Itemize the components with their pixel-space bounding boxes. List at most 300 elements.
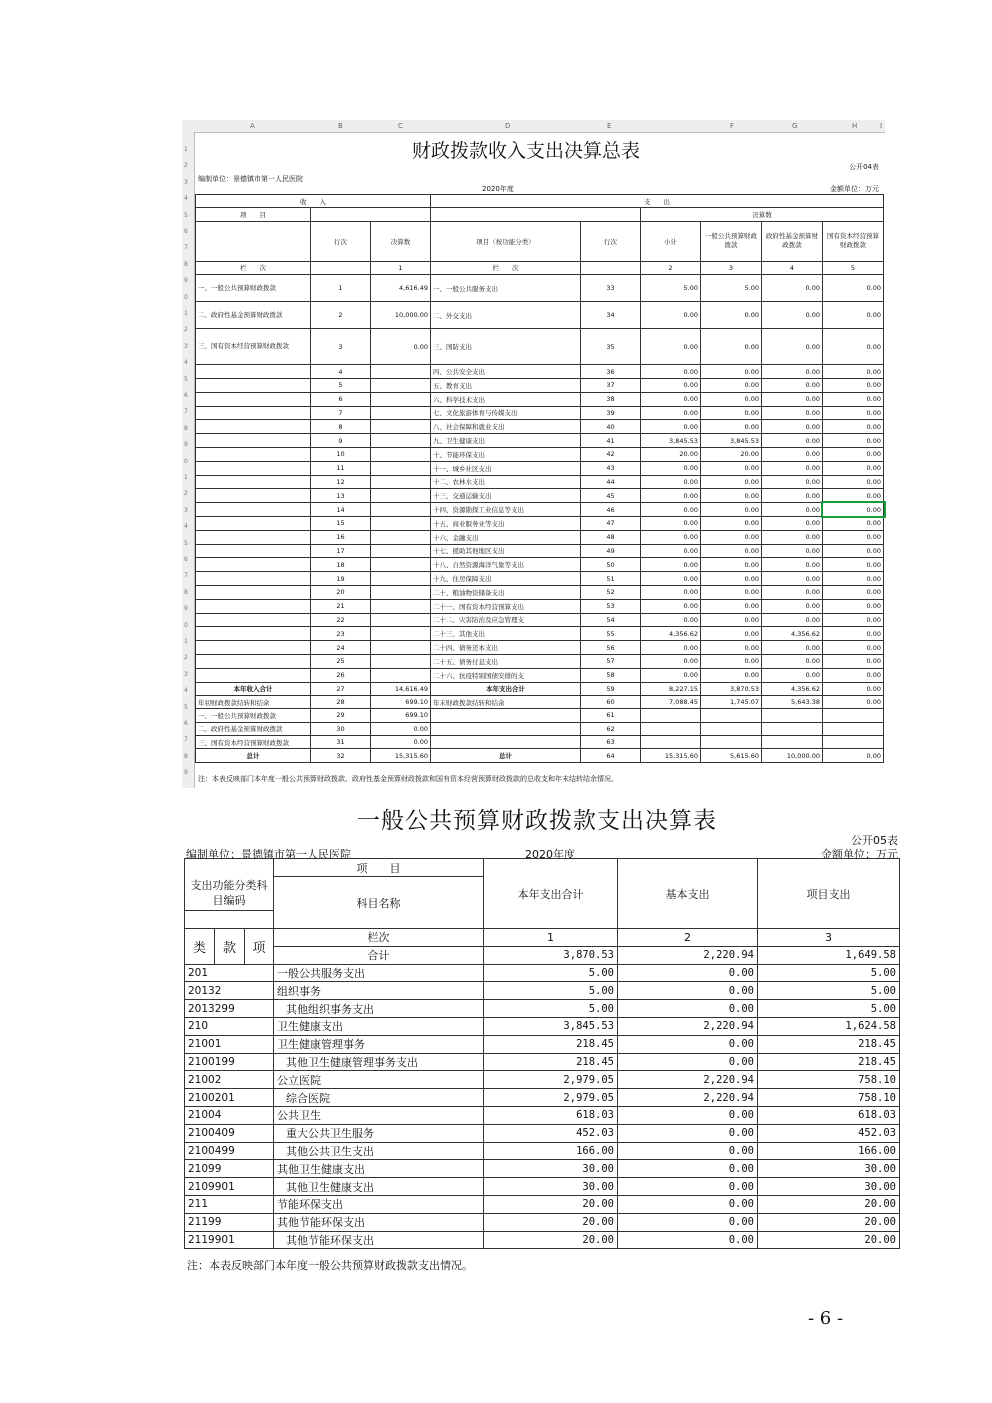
table-cell: 十八、自然资源海洋气象等支出 <box>431 558 581 572</box>
table-cell: 37 <box>581 378 641 392</box>
row-number: 4 <box>184 523 188 531</box>
table-cell: 0.00 <box>823 530 884 544</box>
table-cell <box>196 572 311 586</box>
table-cell: 0.00 <box>762 558 823 572</box>
table-cell: 22 <box>311 613 371 627</box>
column-letter: F <box>730 122 735 130</box>
table-cell <box>823 736 884 749</box>
table-cell: 0.00 <box>823 585 884 599</box>
table-cell: 0.00 <box>641 544 701 558</box>
table-cell <box>371 558 431 572</box>
table-cell: 61 <box>581 709 641 722</box>
row-number: 5 <box>184 211 188 219</box>
table-cell: 2,979.05 <box>484 1071 618 1089</box>
table-cell: 0.00 <box>641 503 701 517</box>
column-letter: G <box>792 122 798 130</box>
table-cell: 0.00 <box>823 599 884 613</box>
table-cell: 55 <box>581 627 641 641</box>
table-cell: 0.00 <box>701 503 762 517</box>
table-cell: 30.00 <box>758 1178 900 1196</box>
table-cell: 54 <box>581 613 641 627</box>
table-cell: 小计 <box>641 221 701 261</box>
table-cell: 8 <box>311 420 371 434</box>
table-cell <box>641 709 701 722</box>
table-cell: 0.00 <box>762 329 823 365</box>
table-cell: 0.00 <box>641 461 701 475</box>
table-cell: 其他卫生健康管理事务支出 <box>274 1053 484 1071</box>
table-cell <box>762 722 823 735</box>
row-number: 3 <box>184 178 188 186</box>
row-number: 1 <box>184 146 188 153</box>
table-cell: 1 <box>371 261 431 274</box>
table-cell <box>196 378 311 392</box>
table-cell: 2100499 <box>185 1142 274 1160</box>
table-cell: 59 <box>581 682 641 695</box>
table-cell <box>641 722 701 735</box>
table-cell: 210 <box>185 1017 274 1035</box>
table-row <box>196 695 884 708</box>
table-cell: 二十一、国有资本经营预算支出 <box>431 599 581 613</box>
table-cell: 49 <box>581 544 641 558</box>
table-cell: 42 <box>581 447 641 461</box>
table-cell: 5.00 <box>484 1000 618 1018</box>
table-cell: 十、节能环保支出 <box>431 447 581 461</box>
table-row <box>185 982 900 1000</box>
table-cell: 20.00 <box>484 1231 618 1249</box>
page-number: - 6 - <box>808 1308 844 1329</box>
table-cell: 其他卫生健康支出 <box>274 1178 484 1196</box>
table-row <box>196 516 884 530</box>
table-row <box>196 406 884 420</box>
table-cell: 5,615.60 <box>701 749 762 762</box>
table-cell: 0.00 <box>823 641 884 655</box>
table-cell: 0.00 <box>762 365 823 379</box>
table-cell <box>371 585 431 599</box>
table-cell: 政府性基金预算财政拨款 <box>762 221 823 261</box>
table-cell: 0.00 <box>641 599 701 613</box>
table-cell: 十七、援助其他地区支出 <box>431 544 581 558</box>
sheet2-year: 2020年度 <box>525 848 575 861</box>
table-cell: 卫生健康支出 <box>274 1017 484 1035</box>
table-cell <box>371 447 431 461</box>
table-cell <box>196 420 311 434</box>
table-cell: 一般公共预算财政拨款 <box>701 221 762 261</box>
table-cell <box>823 722 884 735</box>
table-cell: 17 <box>311 544 371 558</box>
table-cell: 0.00 <box>641 613 701 627</box>
table-cell: 0.00 <box>762 489 823 503</box>
table-cell: 0.00 <box>701 420 762 434</box>
table-cell: 八、社会保障和就业支出 <box>431 420 581 434</box>
sheet1-amount-unit: 金额单位：万元 <box>830 185 879 193</box>
table-cell: 32 <box>311 749 371 762</box>
table-cell: 4,356.62 <box>762 682 823 695</box>
table-cell: 1 <box>311 275 371 302</box>
table-row <box>196 365 884 379</box>
table-cell: 41 <box>581 434 641 448</box>
table-cell: 3 <box>701 261 762 274</box>
table-cell: 0.00 <box>618 1106 758 1124</box>
table-cell <box>371 668 431 682</box>
header-row <box>185 929 900 947</box>
table-cell <box>196 558 311 572</box>
table-row <box>196 558 884 572</box>
table-cell: 四、公共安全支出 <box>431 365 581 379</box>
table-cell: 0.00 <box>618 1124 758 1142</box>
table-cell: 0.00 <box>823 475 884 489</box>
table-cell: 0.00 <box>762 585 823 599</box>
table-cell <box>196 475 311 489</box>
table-cell: 19 <box>311 572 371 586</box>
table-cell <box>581 261 641 274</box>
table-row <box>196 572 884 586</box>
table-cell: 0.00 <box>762 461 823 475</box>
table-cell: 0.00 <box>641 302 701 329</box>
table-cell: 0.00 <box>762 392 823 406</box>
table-cell: 本年支出合计 <box>484 859 618 929</box>
table-cell: 14,616.49 <box>371 682 431 695</box>
table-cell <box>185 859 274 877</box>
table-cell: 六、科学技术支出 <box>431 392 581 406</box>
table-cell: 5,643.38 <box>762 695 823 708</box>
table-cell: 63 <box>581 736 641 749</box>
table-row <box>185 1089 900 1107</box>
table-row <box>196 530 884 544</box>
table-row <box>185 1124 900 1142</box>
table-row <box>185 964 900 982</box>
table-cell: 项目（按功能分类） <box>431 221 581 261</box>
table-cell <box>371 654 431 668</box>
table-cell: 0.00 <box>701 654 762 668</box>
table-cell: 48 <box>581 530 641 544</box>
table-cell: 三、国有资本经营预算财政拨款 <box>196 736 311 749</box>
table-cell: 7,088.45 <box>641 695 701 708</box>
table-cell: 3 <box>311 329 371 365</box>
row-number: 3 <box>184 506 188 514</box>
table-row <box>185 1106 900 1124</box>
table-cell: 5.00 <box>758 1000 900 1018</box>
table-cell <box>371 627 431 641</box>
table-cell: 0.00 <box>762 434 823 448</box>
table-cell: 0.00 <box>701 530 762 544</box>
table-cell: 21004 <box>185 1106 274 1124</box>
table-cell: 卫生健康管理事务 <box>274 1035 484 1053</box>
table-row <box>196 434 884 448</box>
table-cell <box>371 365 431 379</box>
table-cell: 年末财政拨款结转和结余 <box>431 695 581 708</box>
table-cell: 0.00 <box>618 1035 758 1053</box>
table-cell: 0.00 <box>823 378 884 392</box>
table-cell: 合计 <box>274 946 484 964</box>
table-cell: 项 目 <box>274 859 484 877</box>
table-cell <box>371 641 431 655</box>
row-number: 5 <box>184 375 188 383</box>
table-cell: 25 <box>311 654 371 668</box>
table-cell: 0.00 <box>641 475 701 489</box>
table-cell: 0.00 <box>762 613 823 627</box>
table-cell: 0.00 <box>823 489 884 503</box>
table-row <box>196 709 884 722</box>
row-number: 6 <box>184 720 188 727</box>
table-cell <box>196 434 311 448</box>
table-row <box>196 302 884 329</box>
table-row <box>196 275 884 302</box>
table-cell: 0.00 <box>701 378 762 392</box>
table-cell: 0.00 <box>823 406 884 420</box>
table-cell: 3,845.53 <box>641 434 701 448</box>
table-cell: 0.00 <box>618 1053 758 1071</box>
table-row <box>196 599 884 613</box>
sheet1-title: 财政拨款收入支出决算总表 <box>412 140 641 162</box>
table-cell: 0.00 <box>823 654 884 668</box>
table-cell: 0.00 <box>618 964 758 982</box>
table-cell <box>311 261 371 274</box>
table-cell: 699.10 <box>371 709 431 722</box>
table-cell: 0.00 <box>762 447 823 461</box>
table-row <box>185 1195 900 1213</box>
table-cell: 0.00 <box>618 1231 758 1249</box>
table-cell: 5.00 <box>758 982 900 1000</box>
table-cell: 0.00 <box>701 668 762 682</box>
table-cell <box>196 668 311 682</box>
table-cell <box>196 613 311 627</box>
table-row <box>196 641 884 655</box>
table-cell: 二、政府性基金预算财政拨款 <box>196 302 311 329</box>
table-cell: 支 出 <box>431 195 884 208</box>
column-letter: D <box>505 122 511 130</box>
table-cell: 58 <box>581 668 641 682</box>
table-cell: 4 <box>311 365 371 379</box>
table-cell: 十九、住房保障支出 <box>431 572 581 586</box>
sheet2-unit-label: 编制单位：景德镇市第一人民医院 <box>186 848 351 861</box>
table-cell: 20.00 <box>484 1195 618 1213</box>
table-cell: 31 <box>311 736 371 749</box>
table-cell <box>371 420 431 434</box>
table-cell: 3,845.53 <box>484 1017 618 1035</box>
table-cell: 0.00 <box>823 365 884 379</box>
table-cell: 七、文化旅游体育与传媒支出 <box>431 406 581 420</box>
row-number: 6 <box>184 228 188 235</box>
table-cell: 0.00 <box>641 516 701 530</box>
table-cell: 452.03 <box>758 1124 900 1142</box>
table-row <box>196 392 884 406</box>
table-cell: 基本支出 <box>618 859 758 929</box>
row-number: 9 <box>184 441 188 449</box>
table-cell: 0.00 <box>823 503 884 517</box>
row-number: 2 <box>184 490 188 498</box>
table-cell: 0.00 <box>823 302 884 329</box>
header-row <box>196 195 884 208</box>
table-cell: 决算数 <box>641 208 884 221</box>
table-cell: 15,315.60 <box>641 749 701 762</box>
table-cell: 0.00 <box>641 420 701 434</box>
table-cell: 综合医院 <box>274 1089 484 1107</box>
table-cell: 公立医院 <box>274 1071 484 1089</box>
table-cell: 组织事务 <box>274 982 484 1000</box>
table-cell <box>641 736 701 749</box>
table-cell: 39 <box>581 406 641 420</box>
header-row <box>185 859 900 877</box>
table-cell <box>196 654 311 668</box>
row-number: 2 <box>184 326 188 334</box>
header-row <box>196 221 884 261</box>
table-cell: 0.00 <box>762 475 823 489</box>
table-cell: 0.00 <box>618 982 758 1000</box>
table-cell: 0.00 <box>701 475 762 489</box>
table-cell: 2109901 <box>185 1178 274 1196</box>
table-row <box>196 378 884 392</box>
table-cell: 2,220.94 <box>618 1089 758 1107</box>
table-cell: 13 <box>311 489 371 503</box>
table-cell: 二十三、其他支出 <box>431 627 581 641</box>
table-row <box>196 627 884 641</box>
table-cell: 栏次 <box>274 929 484 947</box>
table-cell: 1,745.07 <box>701 695 762 708</box>
table-row <box>185 1213 900 1231</box>
table-cell: 758.10 <box>758 1071 900 1089</box>
table-cell: 0.00 <box>823 749 884 762</box>
table-cell: 0.00 <box>371 736 431 749</box>
row-number: 9 <box>184 769 188 777</box>
table-cell: 15,315.60 <box>371 749 431 762</box>
table-cell: 0.00 <box>701 365 762 379</box>
table-cell: 62 <box>581 722 641 735</box>
table-cell <box>196 365 311 379</box>
header-row <box>196 208 884 221</box>
table-cell <box>371 503 431 517</box>
table-cell: 二十二、灾害防治及应急管理支 <box>431 613 581 627</box>
row-number: 3 <box>184 342 188 350</box>
table-cell <box>371 489 431 503</box>
table-cell <box>431 722 581 735</box>
row-number: 6 <box>184 392 188 399</box>
table-cell <box>311 208 431 221</box>
table-cell: 0.00 <box>762 516 823 530</box>
table-cell: 5.00 <box>484 982 618 1000</box>
table-cell: 44 <box>581 475 641 489</box>
table-cell <box>196 392 311 406</box>
table-cell <box>371 475 431 489</box>
table-row <box>196 475 884 489</box>
table-cell <box>196 503 311 517</box>
table-cell: 3 <box>758 929 900 947</box>
table-cell: 项目支出 <box>758 859 900 929</box>
table-cell: 0.00 <box>823 682 884 695</box>
table-cell: 15 <box>311 516 371 530</box>
table-cell: 46 <box>581 503 641 517</box>
table-cell: 4 <box>762 261 823 274</box>
sheet-financial-summary <box>182 120 885 788</box>
table-cell: 其他卫生健康支出 <box>274 1160 484 1178</box>
table-row <box>196 654 884 668</box>
total-row <box>196 682 884 695</box>
table-cell: 其他节能环保支出 <box>274 1231 484 1249</box>
table-row <box>196 544 884 558</box>
table-cell: 2 <box>618 929 758 947</box>
table-cell: 43 <box>581 461 641 475</box>
table-cell: 218.45 <box>484 1053 618 1071</box>
table-cell: 科目名称 <box>274 877 484 929</box>
table-cell: 栏 次 <box>196 261 311 274</box>
table-cell: 2,220.94 <box>618 1017 758 1035</box>
table-cell: 40 <box>581 420 641 434</box>
table-cell: 0.00 <box>701 406 762 420</box>
table-cell: 2 <box>311 302 371 329</box>
table-cell: 类 <box>185 929 215 965</box>
table-cell: 14 <box>311 503 371 517</box>
table-cell: 十三、交通运输支出 <box>431 489 581 503</box>
table-cell: 21001 <box>185 1035 274 1053</box>
sheet-general-budget-expense <box>182 798 902 1288</box>
table-cell: 0.00 <box>823 544 884 558</box>
table-cell: 0.00 <box>762 544 823 558</box>
table-cell: 20.00 <box>641 447 701 461</box>
table-cell: 36 <box>581 365 641 379</box>
table-cell: 23 <box>311 627 371 641</box>
table-cell <box>431 208 641 221</box>
table-row <box>185 1035 900 1053</box>
table-cell: 0.00 <box>641 392 701 406</box>
sheet2-note: 注：本表反映部门本年度一般公共预算财政拨款支出情况。 <box>187 1259 473 1272</box>
row-number: 9 <box>184 605 188 613</box>
table-cell <box>762 709 823 722</box>
table-cell <box>196 585 311 599</box>
table-row <box>196 329 884 365</box>
table-row <box>185 1142 900 1160</box>
table-cell: 0.00 <box>762 302 823 329</box>
row-number: 8 <box>184 424 188 432</box>
table-cell: 3,870.53 <box>701 682 762 695</box>
row-number: 4 <box>184 687 188 695</box>
table-cell: 21099 <box>185 1160 274 1178</box>
table-cell: 2 <box>641 261 701 274</box>
table-cell: 4,356.62 <box>641 627 701 641</box>
table-cell: 0.00 <box>701 558 762 572</box>
table-cell: 0.00 <box>641 406 701 420</box>
table-cell <box>701 709 762 722</box>
table-cell: 5.00 <box>641 275 701 302</box>
table-cell: 218.45 <box>484 1035 618 1053</box>
table-cell <box>371 613 431 627</box>
table-cell: 56 <box>581 641 641 655</box>
row-number: 7 <box>184 408 188 416</box>
table-cell <box>371 378 431 392</box>
row-number: 4 <box>184 359 188 367</box>
table-cell: 0.00 <box>762 668 823 682</box>
table-cell: 决算数 <box>371 221 431 261</box>
table-row <box>185 1231 900 1249</box>
table-cell <box>196 461 311 475</box>
table-cell: 0.00 <box>641 530 701 544</box>
table-cell: 0.00 <box>701 461 762 475</box>
table-cell: 618.03 <box>758 1106 900 1124</box>
table-cell: 项 目 <box>196 208 311 221</box>
table-cell: 20.00 <box>484 1213 618 1231</box>
table-cell: 0.00 <box>823 572 884 586</box>
table-row <box>196 447 884 461</box>
row-number: 8 <box>184 588 188 596</box>
table-cell <box>196 641 311 655</box>
table-row <box>196 503 884 517</box>
column-letter: A <box>250 122 255 130</box>
table-row <box>196 736 884 749</box>
row-number: 4 <box>184 195 188 203</box>
table-cell: 29 <box>311 709 371 722</box>
table-cell: 二十四、债务还本支出 <box>431 641 581 655</box>
table-cell: 0.00 <box>618 1178 758 1196</box>
table-cell <box>196 447 311 461</box>
table-cell: 2100409 <box>185 1124 274 1142</box>
